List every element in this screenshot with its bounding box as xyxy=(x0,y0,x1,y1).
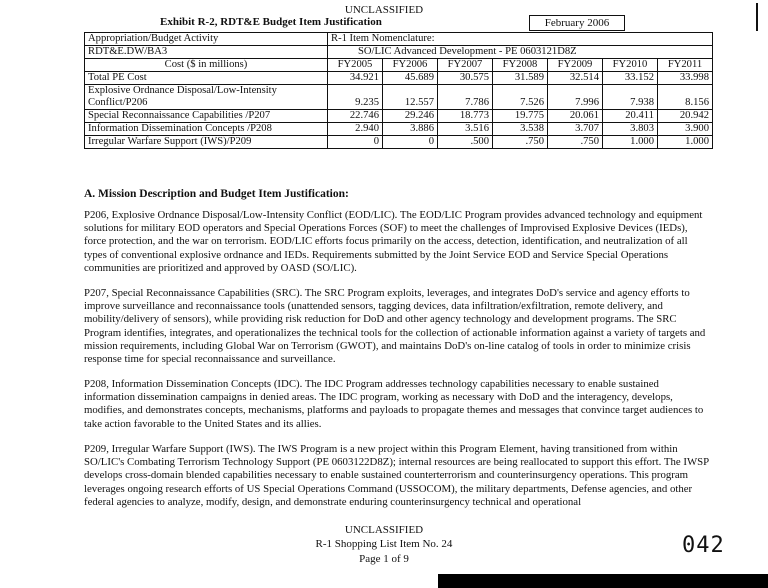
table-cell: 7.996 xyxy=(548,85,603,110)
table-row xyxy=(85,46,713,59)
row-label: Information Dissemination Concepts /P208 xyxy=(85,123,328,136)
table-cell: 1.000 xyxy=(658,136,713,149)
table-cell: .750 xyxy=(548,136,603,149)
table-cell: 7.938 xyxy=(603,85,658,110)
paragraph-p208: P208, Information Dissemination Concepts (IDC). The IDC Program addresses technology capabilities necessary to enable sustained information dissemination campaigns in denied areas. The IDC program, working as necessary with DoD and the interagency, develops, modifies, and demonstrates concepts, mechanisms, platforms and payloads to propagate themes and messages that convince target audiences to take action favorable to the United States and its allies. xyxy=(84,378,704,430)
year-header: FY2005 xyxy=(328,59,383,72)
table-cell: 3.516 xyxy=(438,123,493,136)
table-cell: 3.803 xyxy=(603,123,658,136)
table-cell: 8.156 xyxy=(658,85,713,110)
table-header-row xyxy=(85,59,713,72)
budget-table xyxy=(84,32,713,149)
table-cell: 0 xyxy=(328,136,383,149)
date-box: February 2006 xyxy=(529,15,625,31)
paragraph-p207: P207, Special Reconnaissance Capabilities (SRC). The SRC Program exploits, leverages, and integrates DoD's service and agency efforts to improve surveillance and reconnaissance tools (unattended sensors, tagging devices, data infiltration/exfiltration, remote delivery, and mobility/delivery of sensors), while providing risk reduction for DoD and other agency technology and development programs. The SRC Program identifies, integrates, and operationalizes the technical tools for the collection of actionable information against a variety of targets and mission requirements, including Global War on Terrorism (GWOT), and maintains DoD's on-line catalog of tools in order to minimize crisis response time for special reconnaissance and surveillance. xyxy=(84,287,706,366)
cost-label: Cost ($ in millions) xyxy=(85,59,328,72)
table-cell: 31.589 xyxy=(493,72,548,85)
table-cell: 3.538 xyxy=(493,123,548,136)
row-label: Total PE Cost xyxy=(85,72,328,85)
table-row xyxy=(85,33,713,46)
table-cell: 12.557 xyxy=(383,85,438,110)
table-cell: .750 xyxy=(493,136,548,149)
table-cell: 1.000 xyxy=(603,136,658,149)
row-label-line1: Explosive Ordnance Disposal/Low-Intensity xyxy=(88,85,277,96)
table-cell: 45.689 xyxy=(383,72,438,85)
table-cell: 30.575 xyxy=(438,72,493,85)
table-cell: 29.246 xyxy=(383,110,438,123)
page-number: Page 1 of 9 xyxy=(359,553,409,565)
year-header: FY2006 xyxy=(383,59,438,72)
section-title: A. Mission Description and Budget Item Justification: xyxy=(84,188,349,200)
exhibit-title: Exhibit R-2, RDT&E Budget Item Justification xyxy=(160,16,382,28)
nomenclature-value: SO/LIC Advanced Development - PE 0603121D8Z xyxy=(328,46,713,59)
row-label-line2: Conflict/P206 xyxy=(88,97,148,108)
table-cell: 20.942 xyxy=(658,110,713,123)
row-label: Irregular Warfare Support (IWS)/P209 xyxy=(85,136,328,149)
paragraph-p206: P206, Explosive Ordnance Disposal/Low-Intensity Conflict (EOD/LIC). The EOD/LIC Program provides advanced technology and equipment solutions for military EOD operators and Special Operations Forces (SOF) to meet the challenges of Improvised Explosive Devices (IEDs), force protection, and the war on terrorism. EOD/LIC efforts focus primarily on the access, detection, identification, and neutralization of all types of conventional explosive ordnance and IEDs. Requirements submitted by the Joint Service EOD and Service Special Operations communities are prioritized and approved by OASD (SO/LIC). xyxy=(84,209,703,274)
table-cell: 20.411 xyxy=(603,110,658,123)
exhibit-header xyxy=(84,16,714,30)
table-row xyxy=(85,123,713,136)
table-cell: .500 xyxy=(438,136,493,149)
margin-bar xyxy=(756,3,758,31)
table-cell: 18.773 xyxy=(438,110,493,123)
table-row xyxy=(85,136,713,149)
appropriation-label: Appropriation/Budget Activity xyxy=(85,33,328,46)
bottom-bar xyxy=(438,574,768,588)
table-cell: 3.886 xyxy=(383,123,438,136)
table-cell: 0 xyxy=(383,136,438,149)
table-cell: 34.921 xyxy=(328,72,383,85)
table-cell: 7.526 xyxy=(493,85,548,110)
table-cell: 20.061 xyxy=(548,110,603,123)
table-cell: 9.235 xyxy=(328,85,383,110)
table-row xyxy=(85,85,713,110)
year-header: FY2011 xyxy=(658,59,713,72)
table-cell: 33.152 xyxy=(603,72,658,85)
row-label: Special Reconnaissance Capabilities /P207 xyxy=(85,110,328,123)
table-cell: 32.514 xyxy=(548,72,603,85)
classification-bottom: UNCLASSIFIED xyxy=(344,524,424,536)
shopping-list-item: R-1 Shopping List Item No. 24 xyxy=(315,538,453,550)
table-cell: 19.775 xyxy=(493,110,548,123)
nomenclature-label: R-1 Item Nomenclature: xyxy=(328,33,713,46)
year-header: FY2008 xyxy=(493,59,548,72)
table-cell: 22.746 xyxy=(328,110,383,123)
classification-top: UNCLASSIFIED xyxy=(344,4,424,16)
year-header: FY2007 xyxy=(438,59,493,72)
year-header: FY2010 xyxy=(603,59,658,72)
table-cell: 7.786 xyxy=(438,85,493,110)
table-row xyxy=(85,110,713,123)
table-cell: 3.707 xyxy=(548,123,603,136)
appropriation-value: RDT&E.DW/BA3 xyxy=(85,46,328,59)
table-cell: 3.900 xyxy=(658,123,713,136)
page-stamp: 042 xyxy=(682,533,725,558)
table-cell: 33.998 xyxy=(658,72,713,85)
year-header: FY2009 xyxy=(548,59,603,72)
row-label xyxy=(85,85,328,110)
table-cell: 2.940 xyxy=(328,123,383,136)
paragraph-p209: P209, Irregular Warfare Support (IWS). The IWS Program is a new project within this Program Element, having transitioned from within SO/LIC's Combating Terrorism Technology Support (PE 0603122D8Z); internal resources are being reallocated to support this effort. The IWSP develops cross-domain blended capabilities necessary to enable sustained counterterrorism and counterinsurgency operations. This program leverages ongoing research efforts of US Special Operations Command (USSOCOM), the military departments, Defense agencies, and other federal agencies to analyze, modify, design, and demonstrate enduring counterinsurgency technical and operational xyxy=(84,443,709,508)
table-row xyxy=(85,72,713,85)
